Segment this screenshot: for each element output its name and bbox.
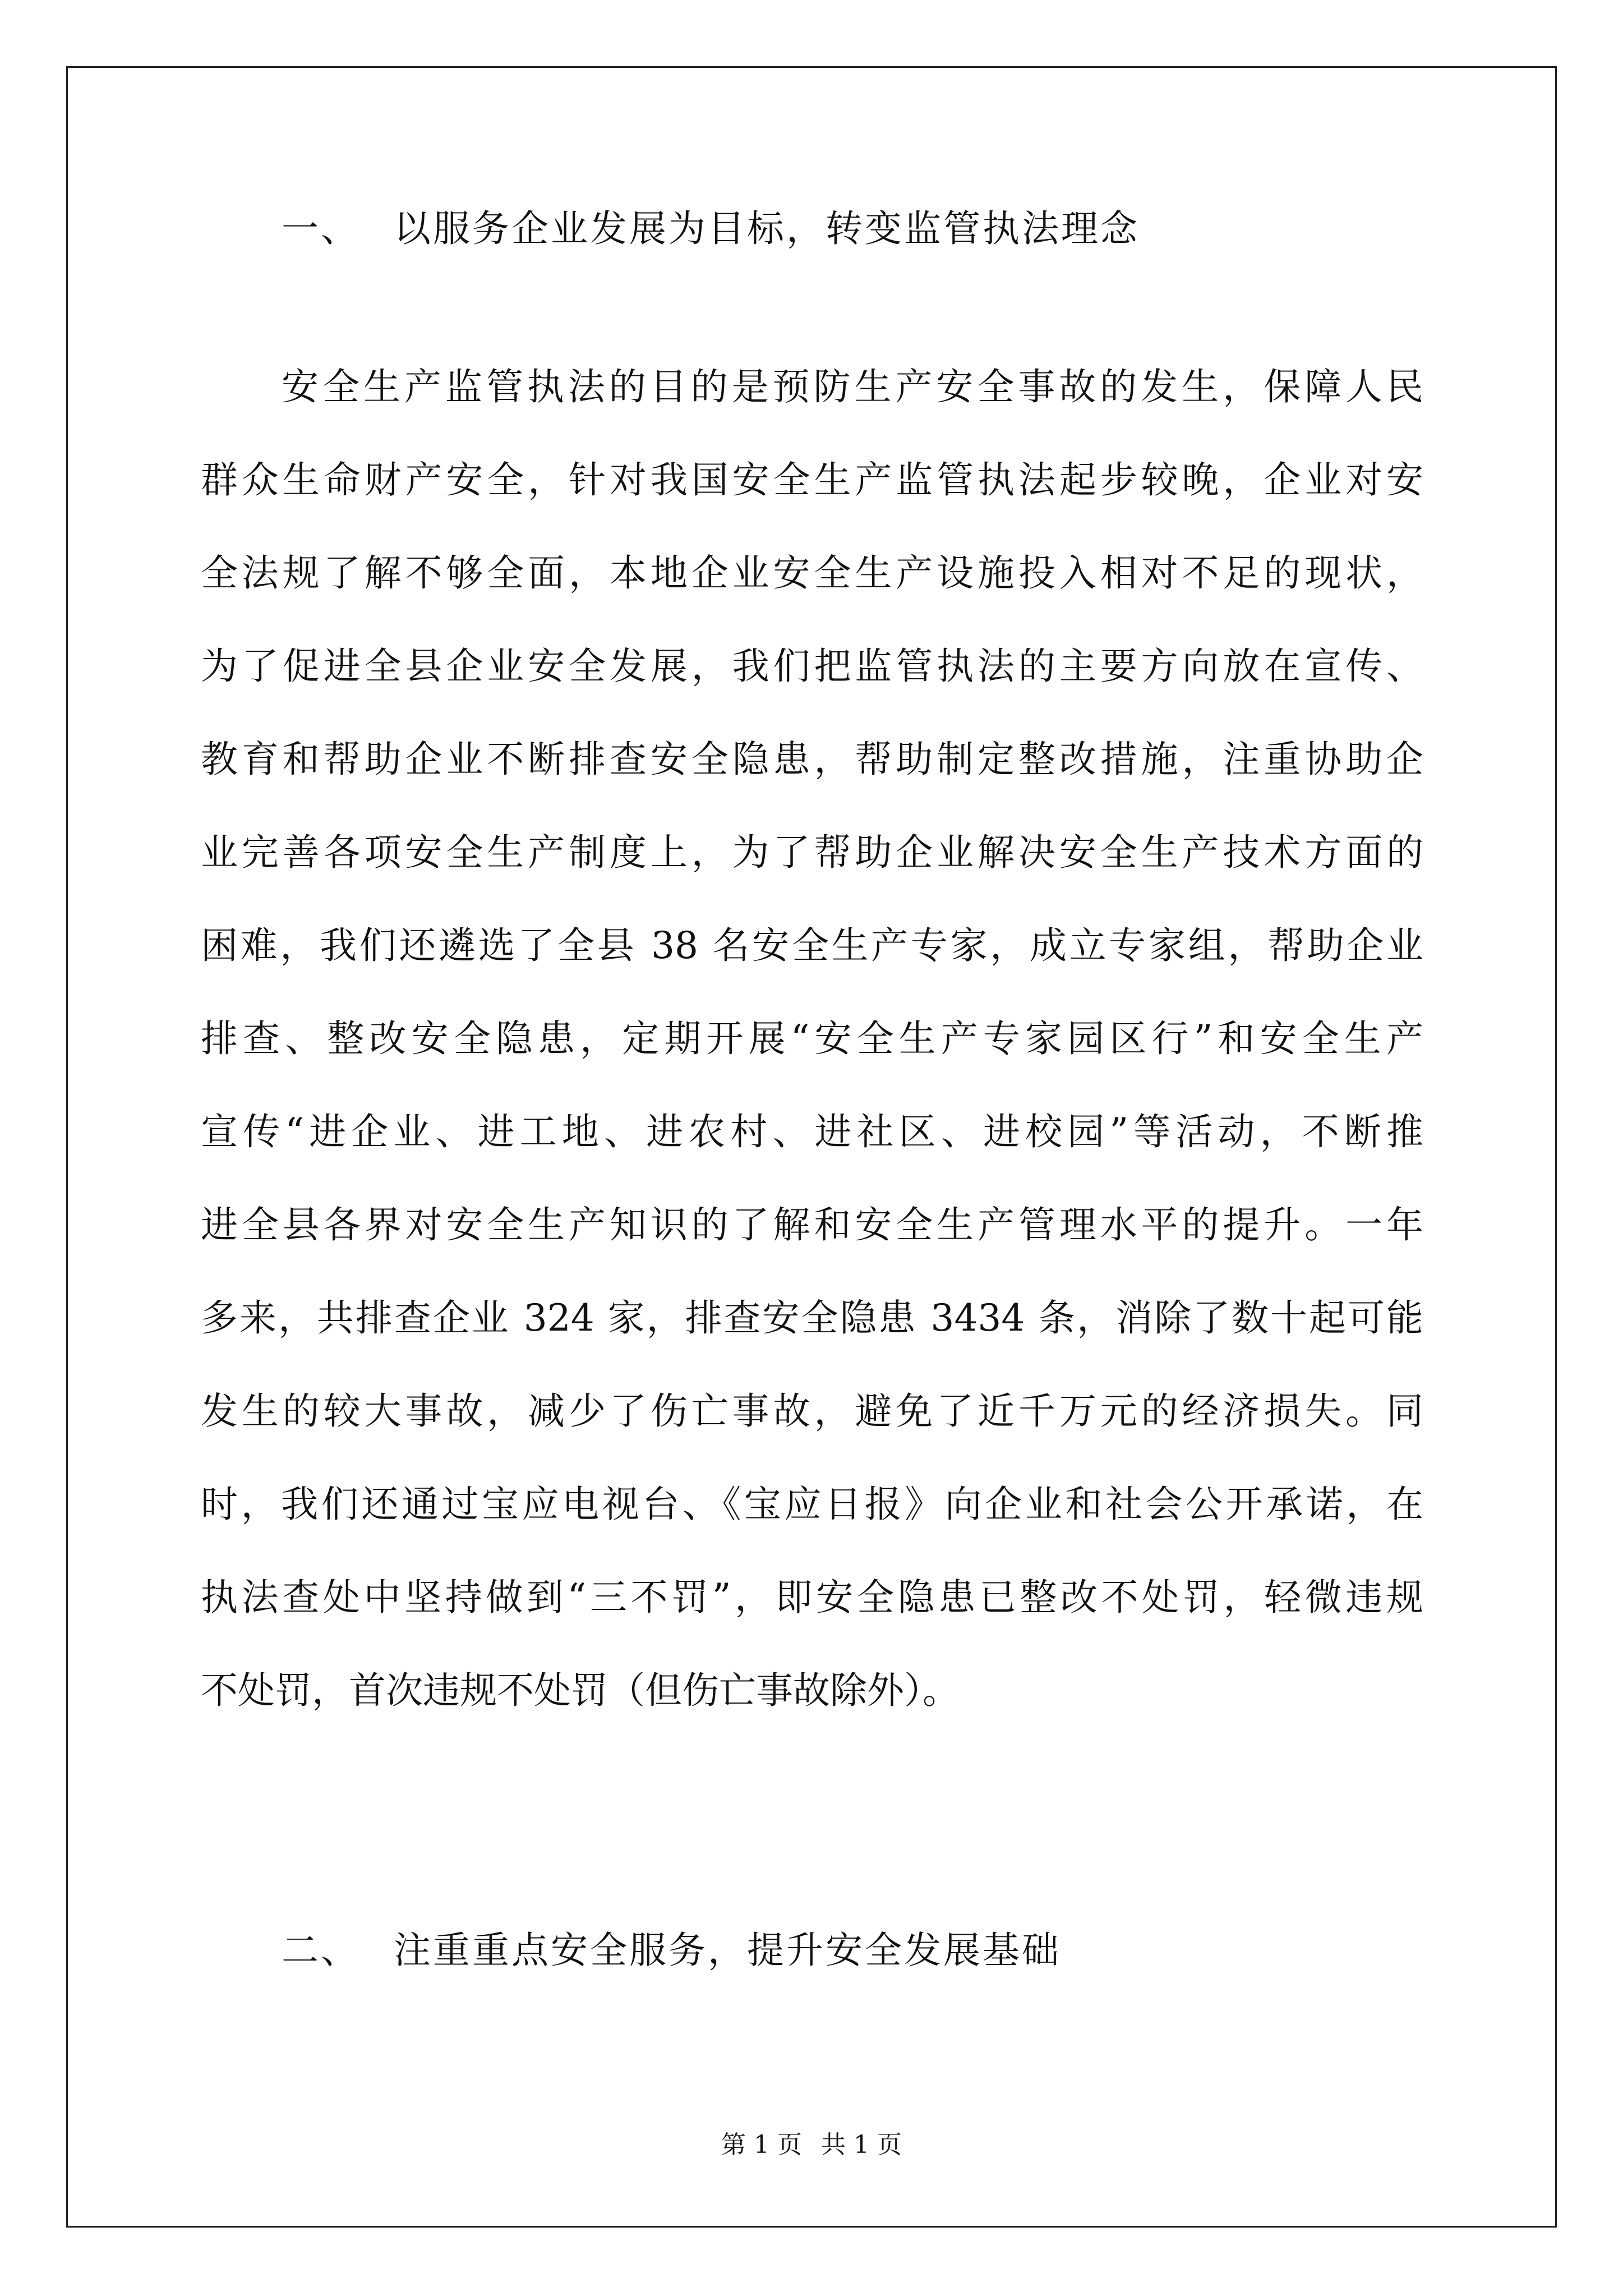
paragraph-line: 执法查处中坚持做到“三不罚”，即安全隐患已整改不处罚，轻微违规: [201, 1576, 1423, 1619]
page-footer: [0, 2131, 1623, 2160]
page-number-total: 共 1 页: [821, 2131, 902, 2159]
paragraph-line: 全法规了解不够全面，本地企业安全生产设施投入相对不足的现状，: [201, 551, 1423, 595]
paragraph-line: 时，我们还通过宝应电视台、《宝应日报》向企业和社会公开承诺，在: [201, 1483, 1423, 1526]
paragraph-line: 排查、整改安全隐患，定期开展“安全生产专家园区行”和安全生产: [201, 1017, 1423, 1060]
paragraph-line: 宣传“进企业、进工地、进农村、进社区、进校园”等活动，不断推: [201, 1110, 1423, 1153]
page-number-current: 第 1 页: [721, 2131, 802, 2159]
section-1-title: 以服务企业发展为目标，转变监管执法理念: [394, 207, 1140, 250]
paragraph-line: 群众生命财产安全，针对我国安全生产监管执法起步较晚，企业对安: [201, 458, 1423, 501]
paragraph-line: 发生的较大事故，减少了伤亡事故，避免了近千万元的经济损失。同: [201, 1389, 1423, 1433]
section-1-heading: [201, 208, 1423, 250]
paragraph-line: 多来，共排查企业 324 家，排查安全隐患 3434 条，消除了数十起可能: [201, 1296, 1423, 1340]
paragraph-line: 为了促进全县企业安全发展，我们把监管执法的主要方向放在宣传、: [201, 645, 1423, 688]
section-2-heading: [201, 1929, 1061, 1972]
paragraph-line: 不处罚，首次违规不处罚（但伤亡事故除外）。: [201, 1669, 960, 1712]
document-content: [201, 207, 1423, 1972]
section-1-number: 一、: [282, 207, 360, 250]
section-1-paragraph: [201, 341, 1423, 1737]
paragraph-line: 安全生产监管执法的目的是预防生产安全事故的发生，保障人民: [282, 365, 1423, 408]
section-2-title: 注重重点安全服务，提升安全发展基础: [394, 1929, 1061, 1972]
section-2-number: 二、: [282, 1929, 360, 1972]
paragraph-line: 困难，我们还遴选了全县 38 名安全生产专家，成立专家组，帮助企业: [201, 924, 1423, 967]
paragraph-line: 进全县各界对安全生产知识的了解和安全生产管理水平的提升。一年: [201, 1203, 1423, 1246]
paragraph-line: 业完善各项安全生产制度上，为了帮助企业解决安全生产技术方面的: [201, 831, 1423, 874]
paragraph-line: 教育和帮助企业不断排查安全隐患，帮助制定整改措施，注重协助企: [201, 738, 1423, 781]
